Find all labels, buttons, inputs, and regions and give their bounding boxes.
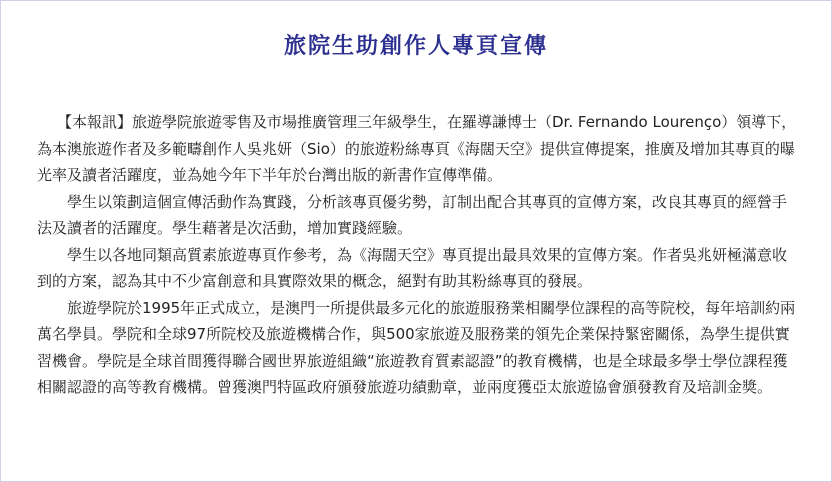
article-paragraph-4: 旅遊學院於1995年正式成立，是澳門一所提供最多元化的旅遊服務業相關學位課程的高等院校，每年培訓約兩萬名學員。學院和全球97所院校及旅遊機構合作，與500家旅遊及服務業的領先企業保持緊密關係，為學生提供實習機會。學院是全球首間獲得聯合國世界旅遊組織“旅遊教育質素認證”的教育機構，也是全球最多學士學位課程獲相關認證的高等教育機構。曾獲澳門特區政府頒發旅遊功績勳章，並兩度獲亞太旅遊協會頒發教育及培訓金獎。	[37, 298, 796, 396]
article-paragraph-2: 學生以策劃這個宣傳活動作為實踐，分析該專頁優劣勢，訂制出配合其專頁的宣傳方案，改良其專頁的經營手法及讀者的活躍度。學生藉著是次活動，增加實踐經驗。	[37, 192, 788, 237]
article-title: 旅院生助創作人專頁宣傳	[283, 33, 548, 59]
article-paragraph-3: 學生以各地同類高質素旅遊專頁作參考，為《海闊天空》專頁提出最具效果的宣傳方案。作者吳兆妍極滿意收到的方案，認為其中不少富創意和具實際效果的概念，絕對有助其粉絲專頁的發展。	[37, 245, 788, 290]
article-body	[37, 109, 799, 401]
article-paragraph-1: 【本報訊】旅遊學院旅遊零售及市場推廣管理三年級學生，在羅導謙博士（Dr. Fernando Lourenço）領導下，為本澳旅遊作者及多範疇創作人吳兆妍（Sio）的旅遊粉絲專頁《海闊天空》提供宣傳提案，推廣及增加其專頁的曝光率及讀者活躍度，並為她今年下半年於台灣出版的新書作宣傳準備。	[37, 113, 797, 184]
